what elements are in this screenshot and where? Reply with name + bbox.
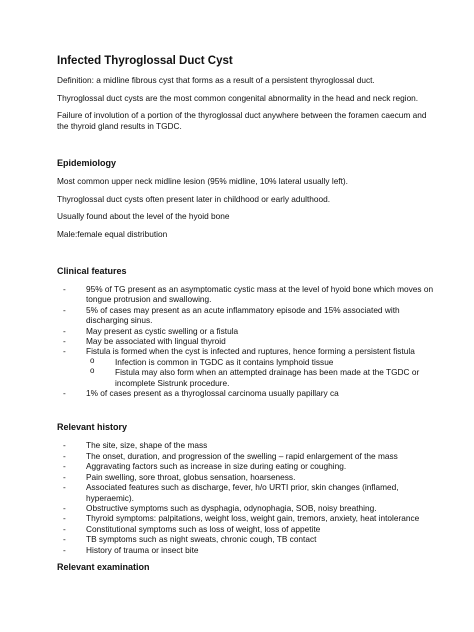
- sub-list-item: o Fistula may also form when an attempted drainage has been made at the TGDC or incomplete Sistrunk procedure.: [86, 367, 434, 388]
- list-item: - Associated features such as discharge, fever, h/o URTI prior, skin changes (inflamed, hyperaemic).: [57, 482, 434, 503]
- relevant-history-list: [57, 440, 434, 554]
- list-item: [57, 346, 434, 388]
- epidemiology-paragraph: Usually found about the level of the hyoid bone: [57, 211, 230, 221]
- list-item: - May present as cystic swelling or a fistula: [57, 326, 434, 336]
- list-item: - May be associated with lingual thyroid: [57, 336, 434, 346]
- list-item: - Constitutional symptoms such as loss of weight, loss of appetite: [57, 524, 434, 534]
- epidemiology-paragraph: Most common upper neck midline lesion (95% midline, 10% lateral usually left).: [57, 176, 348, 186]
- epidemiology-heading: Epidemiology: [57, 158, 117, 168]
- relevant-history-heading: Relevant history: [57, 422, 128, 433]
- clinical-features-heading: Clinical features: [57, 266, 127, 276]
- list-item: - Thyroid symptoms: palpitations, weight loss, weight gain, tremors, anxiety, heat intolerance: [57, 513, 434, 523]
- intro-paragraph: Thyroglossal duct cysts are the most common congenital abnormality in the head and neck region.: [57, 92, 419, 103]
- list-item: - 5% of cases may present as an acute inflammatory episode and 15% associated with discharging sinus.: [57, 305, 434, 326]
- epidemiology-paragraph: Thyroglossal duct cysts often present later in childhood or early adulthood.: [57, 193, 331, 204]
- list-item: - The onset, duration, and progression of the swelling – rapid enlargement of the mass: [57, 451, 434, 461]
- intro-paragraph: Failure of involution of a portion of the thyroglossal duct anywhere between the foramen caecum and the thyroid gland results in TGDC.: [57, 110, 427, 131]
- definition-paragraph: Definition: a midline fibrous cyst that forms as a result of a persistent thyroglossal duct.: [57, 75, 375, 85]
- list-item: - History of trauma or insect bite: [57, 545, 434, 555]
- list-item: - Pain swelling, sore throat, globus sensation, hoarseness.: [57, 472, 434, 482]
- sub-list: [86, 357, 434, 388]
- epidemiology-paragraph: Male:female equal distribution: [57, 228, 168, 239]
- relevant-examination-heading: Relevant examination: [57, 561, 150, 572]
- list-item-text: Fistula is formed when the cyst is infected and ruptures, hence forming a persistent fistula: [86, 346, 415, 357]
- list-item: - Aggravating factors such as increase in size during eating or coughing.: [57, 461, 434, 471]
- list-item: - The site, size, shape of the mass: [57, 440, 434, 450]
- clinical-features-list: [57, 284, 434, 398]
- document-title: Infected Thyroglossal Duct Cyst: [57, 55, 233, 67]
- list-item: - 95% of TG present as an asymptomatic cystic mass at the level of hyoid bone which moves on tongue protrusion and swallowing.: [57, 284, 434, 305]
- list-item: - Obstructive symptoms such as dysphagia, odynophagia, SOB, noisy breathing.: [57, 503, 434, 513]
- list-item: - TB symptoms such as night sweats, chronic cough, TB contact: [57, 534, 434, 544]
- sub-list-item: o Infection is common in TGDC as it contains lymphoid tissue: [86, 357, 434, 367]
- list-item: - 1% of cases present as a thyroglossal carcinoma usually papillary ca: [57, 388, 434, 398]
